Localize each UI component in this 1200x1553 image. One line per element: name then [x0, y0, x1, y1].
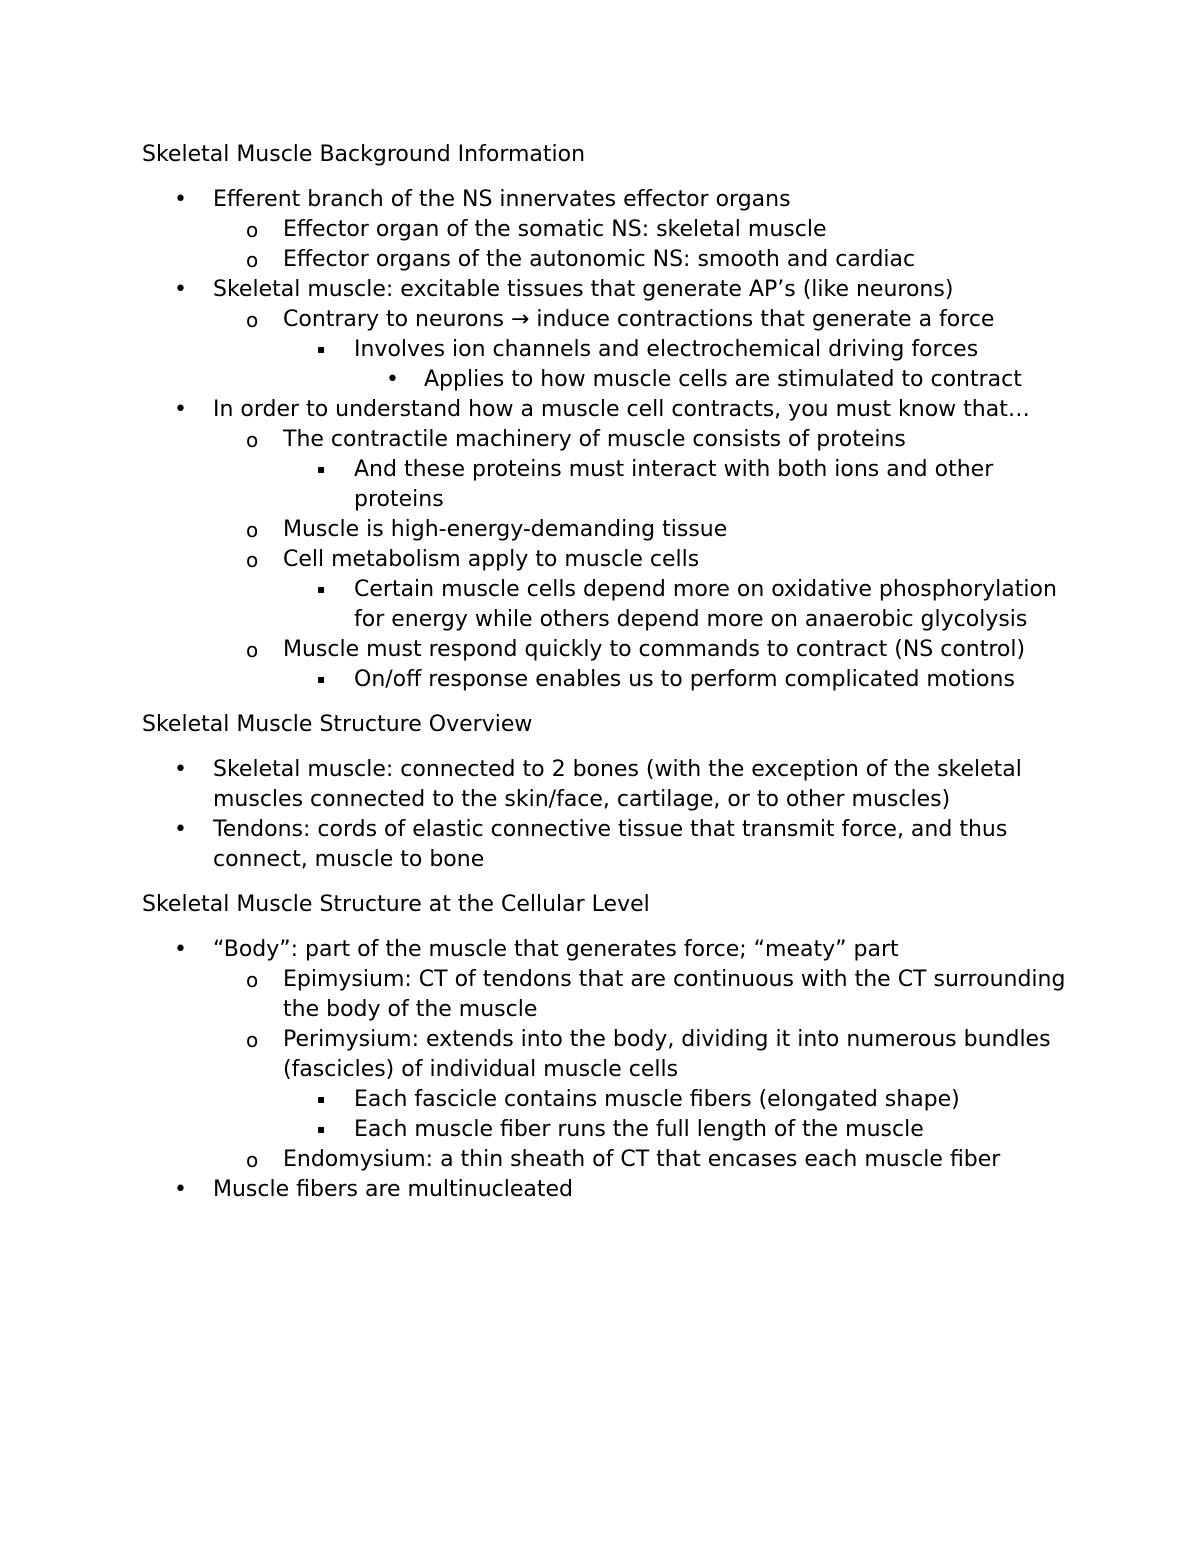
section — [142, 890, 1082, 1205]
list-item — [142, 755, 1082, 815]
square-bullet-icon: ▪ — [317, 1122, 326, 1136]
list-item — [142, 965, 1082, 1025]
list-item — [142, 455, 1082, 515]
list-item-text: Muscle is high-energy-demanding tissue — [283, 517, 728, 542]
circle-bullet-icon: o — [246, 1148, 259, 1172]
list-item — [142, 1175, 1082, 1205]
circle-bullet-icon: o — [246, 248, 259, 272]
list-item-text: Contrary to neurons → induce contractions that generate a force — [283, 307, 995, 332]
list-item-text: In order to understand how a muscle cell contracts, you must know that… — [213, 397, 1030, 422]
list-item — [142, 935, 1082, 965]
square-bullet-icon: ▪ — [317, 582, 326, 596]
section-heading: Skeletal Muscle Structure Overview — [142, 712, 533, 737]
list-item — [142, 665, 1082, 695]
list-item — [142, 575, 1082, 635]
square-bullet-icon: ▪ — [317, 462, 326, 476]
list-item — [142, 425, 1082, 455]
list-item-text: Effector organ of the somatic NS: skeletal muscle — [283, 217, 827, 242]
list-item — [142, 635, 1082, 665]
document-body — [142, 140, 1082, 1205]
square-bullet-icon: ▪ — [317, 1092, 326, 1106]
list-item-text: Cell metabolism apply to muscle cells — [283, 547, 700, 572]
square-bullet-icon: ▪ — [317, 672, 326, 686]
list-item — [142, 335, 1082, 365]
list-item-text: On/off response enables us to perform complicated motions — [354, 667, 1015, 692]
bullet-icon: • — [386, 367, 399, 392]
circle-bullet-icon: o — [246, 428, 259, 452]
bullet-list — [142, 185, 1082, 695]
circle-bullet-icon: o — [246, 218, 259, 242]
list-item — [142, 275, 1082, 305]
list-item — [142, 245, 1082, 275]
list-item-text: And these proteins must interact with both ions and other proteins — [354, 457, 994, 512]
list-item-text: Each fascicle contains muscle fibers (elongated shape) — [354, 1087, 960, 1112]
list-item-text: Epimysium: CT of tendons that are continuous with the CT surrounding the body of the muscle — [283, 967, 1066, 1022]
section — [142, 140, 1082, 695]
list-item-text: Effector organs of the autonomic NS: smooth and cardiac — [283, 247, 916, 272]
list-item-text: Perimysium: extends into the body, dividing it into numerous bundles (fascicles) of individual muscle cells — [283, 1027, 1051, 1082]
list-item-text: Tendons: cords of elastic connective tissue that transmit force, and thus connect, muscle to bone — [213, 817, 1008, 872]
list-item-text: Each muscle fiber runs the full length of the muscle — [354, 1117, 924, 1142]
bullet-icon: • — [174, 817, 187, 842]
circle-bullet-icon: o — [246, 308, 259, 332]
bullet-icon: • — [174, 757, 187, 782]
bullet-icon: • — [174, 937, 187, 962]
list-item-text: Muscle fibers are multinucleated — [213, 1177, 574, 1202]
bullet-icon: • — [174, 277, 187, 302]
bullet-icon: • — [174, 1177, 187, 1202]
circle-bullet-icon: o — [246, 548, 259, 572]
list-item-text: Skeletal muscle: connected to 2 bones (with the exception of the skeletal muscles connected to the skin/face, cartilage, or to other muscles) — [213, 757, 1022, 812]
section-heading: Skeletal Muscle Structure at the Cellular Level — [142, 892, 650, 917]
circle-bullet-icon: o — [246, 968, 259, 992]
bullet-list — [142, 935, 1082, 1205]
bullet-list — [142, 755, 1082, 875]
list-item — [142, 395, 1082, 425]
bullet-icon: • — [174, 397, 187, 422]
list-item — [142, 515, 1082, 545]
list-item — [142, 215, 1082, 245]
list-item-text: Efferent branch of the NS innervates effector organs — [213, 187, 791, 212]
list-item-text: “Body”: part of the muscle that generates force; “meaty” part — [213, 937, 899, 962]
list-item-text: The contractile machinery of muscle consists of proteins — [283, 427, 906, 452]
section-heading: Skeletal Muscle Background Information — [142, 142, 586, 167]
bullet-icon: • — [174, 187, 187, 212]
list-item-text: Applies to how muscle cells are stimulated to contract — [424, 367, 1022, 392]
list-item — [142, 545, 1082, 575]
list-item — [142, 1025, 1082, 1085]
circle-bullet-icon: o — [246, 1028, 259, 1052]
square-bullet-icon: ▪ — [317, 342, 326, 356]
list-item — [142, 1145, 1082, 1175]
list-item-text: Muscle must respond quickly to commands to contract (NS control) — [283, 637, 1026, 662]
list-item-text: Certain muscle cells depend more on oxidative phosphorylation for energy while others depend more on anaerobic glycolysis — [354, 577, 1057, 632]
list-item — [142, 305, 1082, 335]
list-item-text: Endomysium: a thin sheath of CT that encases each muscle fiber — [283, 1147, 1001, 1172]
circle-bullet-icon: o — [246, 518, 259, 542]
list-item — [142, 185, 1082, 215]
circle-bullet-icon: o — [246, 638, 259, 662]
list-item — [142, 1085, 1082, 1115]
list-item — [142, 365, 1082, 395]
list-item-text: Involves ion channels and electrochemical driving forces — [354, 337, 979, 362]
list-item — [142, 1115, 1082, 1145]
section — [142, 710, 1082, 875]
list-item-text: Skeletal muscle: excitable tissues that generate AP’s (like neurons) — [213, 277, 954, 302]
list-item — [142, 815, 1082, 875]
